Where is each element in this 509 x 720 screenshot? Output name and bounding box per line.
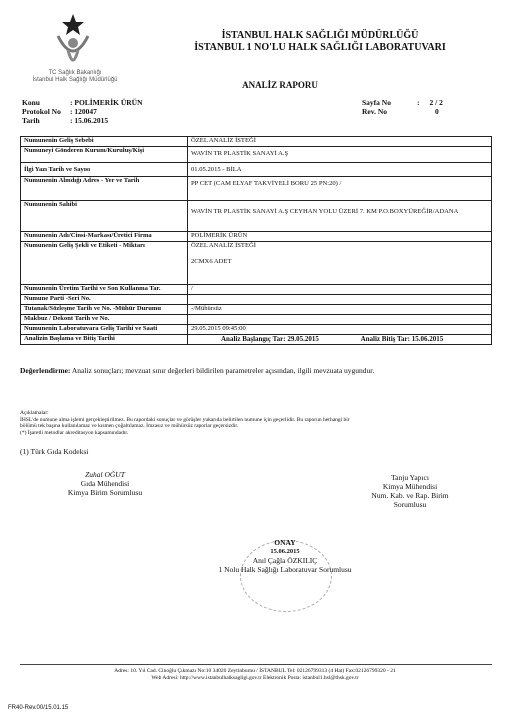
rev-label: Rev. No — [362, 107, 387, 116]
table-row — [21, 242, 492, 285]
table-row — [21, 201, 492, 232]
left-signer-title: Gıda Mühendisi — [80, 479, 130, 488]
footer — [30, 668, 480, 682]
rev-value: 0 — [435, 107, 439, 116]
analysis-row — [21, 335, 492, 345]
form-code: FR40-Rev.00/15.01.15 — [8, 705, 69, 711]
row-value: ÖZEL ANALİZ İSTEĞİ 2CMX6 ADET — [188, 242, 492, 285]
row-label: Numunenin Geliş Şekli ve Etiketi - Miktarı — [21, 242, 188, 285]
analysis-end-value: 15.06.2015 — [411, 335, 444, 343]
sample-info-table — [20, 136, 492, 345]
row-label: Tutanak/Sözleşme Tarih ve No. -Mühür Durumu — [21, 305, 188, 315]
institution-title: İSTANBUL HALK SAĞLIĞI MÜDÜRLÜĞÜ — [221, 30, 419, 41]
logo-caption: TC Sağlık Bakanlığı İstanbul Halk Sağlığı Müdürlüğü — [32, 70, 118, 83]
page-value: 2 / 2 — [429, 98, 443, 107]
protocol-label: Protokol No — [22, 107, 61, 116]
evaluation — [20, 366, 500, 375]
row-value: ÖZEL ANALİZ İSTEĞİ — [188, 137, 492, 147]
table-row — [21, 232, 492, 242]
row-value: PP CET (CAM ELYAF TAKVİYELİ BORU 25 PN:20) / — [188, 177, 492, 201]
right-signature — [350, 473, 470, 509]
analysis-label: Analizin Başlama ve Bitiş Tarihi — [21, 335, 188, 345]
evaluation-label: Değerlendirme: — [20, 366, 71, 375]
report-title: ANALİZ RAPORU — [242, 80, 318, 90]
row-label: Numunenin Laboratuvara Geliş Tarihi ve Saati — [21, 325, 188, 335]
notes-line: İHSL'de numune alma işlemi gerçekleştirilmez. Bu rapordaki sonuçlar ve görüşler yukarıda belirtilen numune için geçerlidir. Bu raporun herhangi bir — [20, 416, 350, 423]
row-value — [188, 295, 492, 305]
row-value: WAVİN TR PLASTİK SANAYİ A.Ş — [188, 147, 492, 163]
row-label: Makbuz / Dekont Tarih ve No. — [21, 315, 188, 325]
konu-value: POLİMERİK ÜRÜN — [74, 98, 143, 107]
table-row — [21, 163, 492, 177]
approval-date: 15.06.2015 — [270, 548, 300, 555]
notes — [20, 410, 500, 436]
row-value: 01.05.2015 - BİLA — [188, 163, 492, 177]
left-signer-role: Kimya Birim Sorumlusu — [67, 488, 143, 497]
row-value: POLİMERİK ÜRÜN — [188, 232, 492, 242]
footer-web: Web Adresi: http://www.istanbulhalksagligi.gov.tr Elektronik Posta: istanbul1.hsl@thsk.gov.tr — [151, 675, 359, 681]
laboratory-title: İSTANBUL 1 NO'LU HALK SAĞLIĞI LABORATUVARI — [194, 42, 446, 53]
meta-block: Konu : POLİMERİK ÜRÜN Protokol No : 120047 Tarih : 15.06.2015 — [22, 98, 143, 125]
row-label: Numunenin Sahibi — [21, 201, 188, 232]
table-row — [21, 137, 492, 147]
row-label: Numunenin Üretim Tarihi ve Son Kullanma Tar. — [21, 285, 188, 295]
row-value: / — [188, 285, 492, 295]
table-row — [21, 325, 492, 335]
codex-note: (1) Türk Gıda Kodeksi — [20, 447, 89, 456]
date-label: Tarih — [22, 116, 40, 125]
notes-line: bölümü tek başına kullanılamaz ve kısmen çoğaltılamaz. İmzasız ve mühürsüz raporlar geçersizdir. — [20, 423, 239, 429]
analysis-start-label: Analiz Başlangıç Tar: — [221, 335, 286, 343]
right-signer-role-cont: Sorumlusu — [393, 500, 427, 509]
konu-label: Konu — [22, 98, 40, 107]
notes-title: Açıklamalar: — [20, 410, 49, 416]
left-signer-name: Zuhal OĞUT — [85, 470, 125, 479]
table-row — [21, 315, 492, 325]
protocol-value: 120047 — [74, 107, 97, 116]
row-value: WAVİN TR PLASTİK SANAYİ A.Ş CEYHAN YOLU ÜZERİ 7. KM P.O.BOXYÜREĞİR/ADANA — [188, 201, 492, 232]
table-row — [21, 147, 492, 163]
table-row — [21, 305, 492, 315]
footer-address: Adres: 10. Yıl Cad. Cinoğlu Çıkmazı No:10 34020 Zeytinburnu / İSTANBUL Tel: 02126799313 (4 Hat) Fax:02126799320 - 21 — [114, 668, 396, 674]
row-label: Numunenin Adı/Cinsi-Markası/Üretici Firma — [21, 232, 188, 242]
center-signature — [160, 538, 410, 574]
table-row — [21, 295, 492, 305]
evaluation-text: Analiz sonuçları; mevzuat sınır değerleri bildirilen parametreler açısından, ilgili mevzuata uygundur. — [71, 366, 375, 375]
page-meta-block: Sayfa No : 2 / 2 Rev. No 0 — [362, 98, 443, 116]
right-signer-name: Tanju Yapıcı — [391, 473, 429, 482]
date-value: 15.06.2015 — [74, 116, 109, 125]
right-signer-role: Num. Kab. ve Rap. Birim — [371, 491, 449, 500]
row-value: -/Mühürsüz — [188, 305, 492, 315]
row-label: Numunenin Geliş Sebebi — [21, 137, 188, 147]
analysis-dates — [188, 335, 492, 345]
table-row — [21, 285, 492, 295]
table-row — [21, 177, 492, 201]
center-signer-title: 1 Nolu Halk Sağlığı Laboratuvar Sorumlusu — [218, 565, 352, 574]
row-value — [188, 315, 492, 325]
row-label: Numuneyi Gönderen Kurum/Kuruluş/Kişi — [21, 147, 188, 163]
analysis-start-value: 29.05.2015 — [287, 335, 319, 343]
row-value: 29.05.2015 09:45:00 — [188, 325, 492, 335]
row-label: Numunenin Alındığı Adres - Yer ve Tarih — [21, 177, 188, 201]
footer-divider — [20, 664, 492, 665]
row-label: Numune Parti -Seri No. — [21, 295, 188, 305]
row-label: İlgi Yazı Tarih ve Sayısı — [21, 163, 188, 177]
page-label: Sayfa No — [362, 98, 391, 107]
center-signer-name: Anıl Çağla ÖZKILIÇ — [252, 556, 318, 565]
analysis-end-label: Analiz Bitiş Tar: — [360, 335, 410, 343]
left-signature — [40, 470, 170, 497]
notes-line: (*) İşaretli metodlar akreditasyon kapsamındadır. — [20, 429, 129, 436]
right-signer-title: Kimya Mühendisi — [382, 482, 438, 491]
approval-label: ONAY — [274, 538, 296, 547]
